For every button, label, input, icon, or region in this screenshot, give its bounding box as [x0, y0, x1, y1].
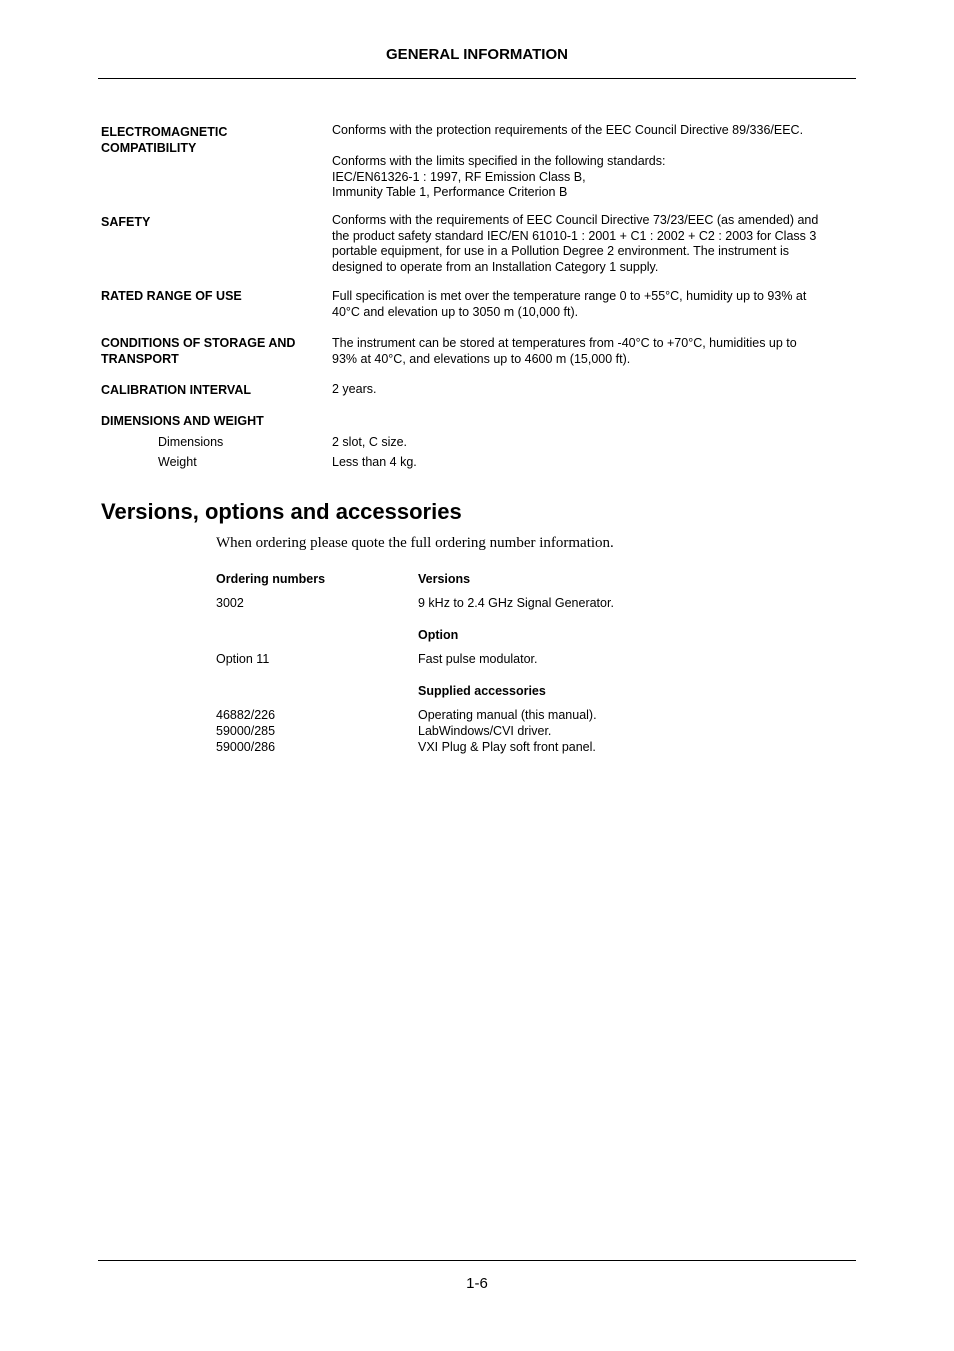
- spec-label-line: CONDITIONS OF STORAGE AND: [101, 336, 296, 350]
- spec-text-line: 40°C and elevation up to 3050 m (10,000 ft).: [332, 304, 579, 319]
- spec-text-line: 93% at 40°C, and elevations up to 4600 m (15,000 ft).: [332, 351, 631, 366]
- accessory-description: LabWindows/CVI driver.: [418, 724, 552, 738]
- spec-text-storage: [332, 336, 847, 367]
- version-description: 9 kHz to 2.4 GHz Signal Generator.: [418, 596, 614, 610]
- spec-label-storage: [101, 335, 326, 367]
- ordering-numbers-header: Ordering numbers: [216, 572, 326, 586]
- footer-rule: [98, 1260, 856, 1261]
- spec-text-line: Full specification is met over the temperature range 0 to +55°C, humidity up to 93% at: [332, 289, 807, 303]
- page-header-title: GENERAL INFORMATION: [386, 46, 568, 63]
- spec-text-emc-standards: [332, 154, 847, 201]
- accessory-description: VXI Plug & Play soft front panel.: [418, 740, 596, 754]
- spec-label-emc: [101, 124, 326, 156]
- page-number: 1-6: [466, 1275, 488, 1292]
- versions-header: Versions: [418, 572, 471, 586]
- spec-text-line: portable equipment, for use in a Pollution Degree 2 environment. The instrument is: [332, 244, 789, 258]
- spec-label-line: COMPATIBILITY: [101, 141, 197, 155]
- section-heading: Versions, options and accessories: [101, 499, 462, 524]
- spec-text-line: Conforms with the limits specified in the following standards:: [332, 154, 666, 168]
- accessory-number: 59000/286: [216, 740, 276, 754]
- spec-text-line: The instrument can be stored at temperatures from -40°C to +70°C, humidities up to: [332, 336, 797, 350]
- version-number: 3002: [216, 596, 244, 610]
- accessory-number: 59000/285: [216, 724, 276, 738]
- dimensions-value: 2 slot, C size.: [332, 435, 408, 449]
- spec-text-line: designed to operate from an Installation Category 1 supply.: [332, 259, 659, 274]
- spec-label-calibration: CALIBRATION INTERVAL: [101, 383, 251, 397]
- accessory-number: 46882/226: [216, 708, 276, 722]
- accessories-header: Supplied accessories: [418, 684, 546, 698]
- spec-text-emc-directive: Conforms with the protection requirements of the EEC Council Directive 89/336/EEC.: [332, 123, 804, 137]
- dimensions-label: Dimensions: [158, 435, 224, 449]
- spec-text-line: the product safety standard IEC/EN 61010-1 : 2001 + C1 : 2002 + C2 : 2003 for Class 3: [332, 228, 817, 243]
- option-number: Option 11: [216, 652, 270, 666]
- ordering-intro: When ordering please quote the full ordering number information.: [216, 535, 614, 551]
- spec-text-line: IEC/EN61326-1 : 1997, RF Emission Class B,: [332, 169, 586, 184]
- spec-label-line: TRANSPORT: [101, 352, 179, 366]
- option-header: Option: [418, 628, 459, 642]
- spec-text-line: Immunity Table 1, Performance Criterion B: [332, 185, 568, 199]
- spec-label-dimensions-weight: DIMENSIONS AND WEIGHT: [101, 414, 264, 428]
- spec-text-calibration: 2 years.: [332, 382, 377, 396]
- weight-label: Weight: [158, 455, 197, 469]
- spec-text-safety: [332, 213, 847, 275]
- header-rule: [98, 78, 856, 79]
- spec-label-rated-range: RATED RANGE OF USE: [101, 289, 242, 303]
- accessory-description: Operating manual (this manual).: [418, 708, 597, 722]
- spec-text-rated-range: [332, 289, 847, 320]
- weight-value: Less than 4 kg.: [332, 455, 417, 469]
- spec-text-line: Conforms with the requirements of EEC Council Directive 73/23/EEC (as amended) and: [332, 213, 819, 227]
- option-description: Fast pulse modulator.: [418, 652, 538, 666]
- spec-label-safety: SAFETY: [101, 215, 151, 229]
- spec-label-line: ELECTROMAGNETIC: [101, 125, 228, 139]
